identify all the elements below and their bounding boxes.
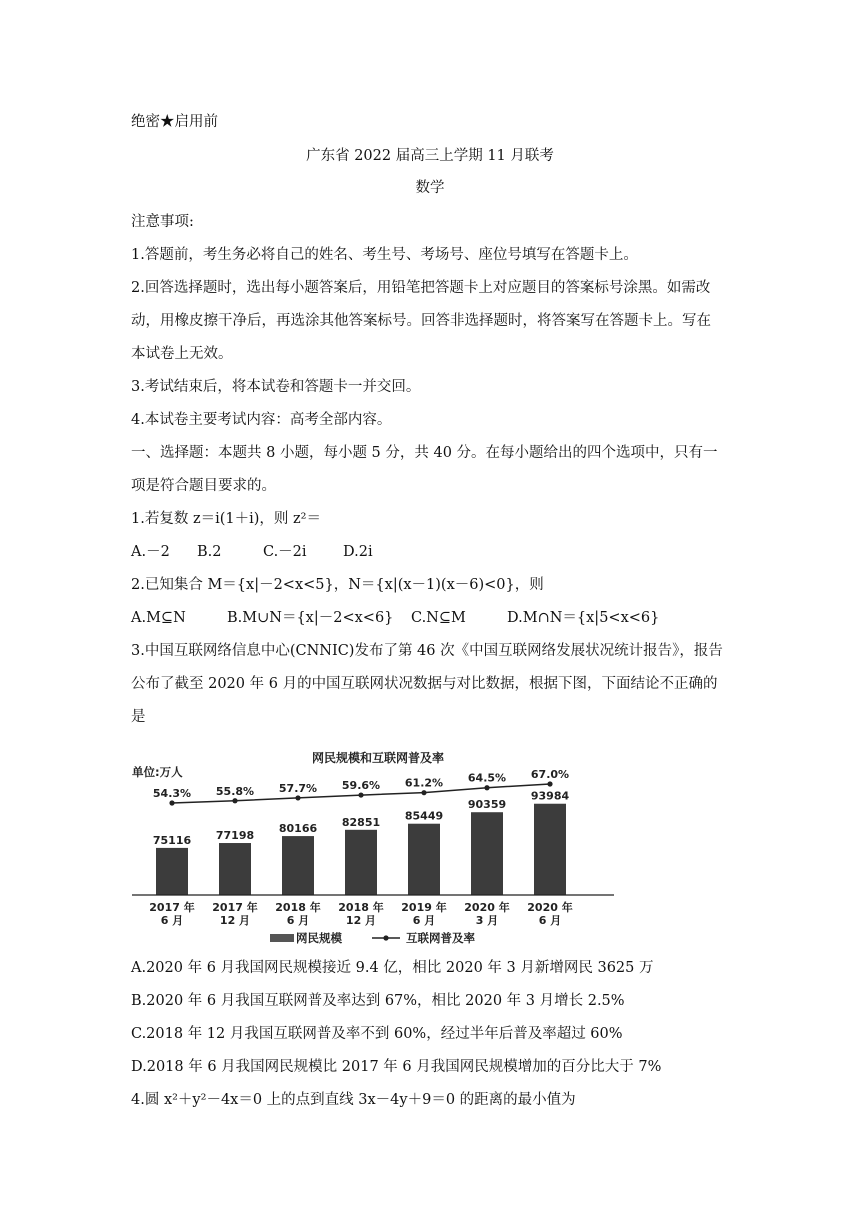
question-3-option-d: D.2018 年 6 月我国网民规模比 2017 年 6 月我国网民规模增加的百分比大于 7% bbox=[131, 1059, 662, 1075]
x-tick-label: 2020 年 bbox=[464, 901, 510, 914]
x-tick-label: 2019 年 bbox=[401, 901, 447, 914]
rate-value-label: 67.0% bbox=[530, 768, 570, 781]
note-line: 3.考试结束后，将本试卷和答题卡一并交回。 bbox=[131, 379, 421, 395]
rate-value-label: 54.3% bbox=[152, 787, 192, 800]
x-tick-label: 6 月 bbox=[538, 914, 562, 927]
bar bbox=[282, 836, 314, 895]
bar bbox=[534, 804, 566, 895]
rate-point bbox=[232, 798, 237, 803]
legend-line-label: 互联网普及率 bbox=[406, 931, 475, 945]
bar-value-label: 75116 bbox=[152, 833, 192, 847]
question-4-stem: 4.圆 x²＋y²－4x＝0 上的点到直线 3x－4y＋9＝0 的距离的最小值为 bbox=[131, 1092, 576, 1108]
bar bbox=[471, 812, 503, 895]
option-c: C.－2i bbox=[263, 544, 307, 560]
x-tick-label: 2020 年 bbox=[527, 901, 573, 914]
rate-point bbox=[169, 800, 174, 805]
rate-point bbox=[295, 795, 300, 800]
note-line: 2.回答选择题时，选出每小题答案后，用铅笔把答题卡上对应题目的答案标号涂黑。如需改 bbox=[131, 280, 711, 296]
question-1-options bbox=[131, 542, 373, 562]
bar bbox=[408, 824, 440, 895]
question-3-stem: 是 bbox=[131, 709, 146, 725]
section-instructions: 一、选择题：本题共 8 小题，每小题 5 分，共 40 分。在每小题给出的四个选项中，只有一 bbox=[131, 445, 718, 461]
bar bbox=[156, 848, 188, 895]
legend-bar-swatch bbox=[270, 934, 294, 942]
bar-value-label: 80166 bbox=[278, 822, 318, 836]
note-line: 动，用橡皮擦干净后，再选涂其他答案标号。回答非选择题时，将答案写在答题卡上。写在 bbox=[131, 313, 711, 329]
option-b: B.M∪N＝{x|－2<x<6} bbox=[227, 610, 394, 626]
x-tick-label: 6 月 bbox=[160, 914, 184, 927]
x-tick-label: 12 月 bbox=[219, 914, 251, 927]
x-tick-label: 6 月 bbox=[412, 914, 436, 927]
bar bbox=[219, 843, 251, 895]
question-1-stem: 1.若复数 z＝i(1＋i)，则 z²＝ bbox=[131, 511, 321, 527]
question-3-stem: 3.中国互联网络信息中心(CNNIC)发布了第 46 次《中国互联网络发展状况统计报告》，报告 bbox=[131, 643, 723, 659]
x-tick-label: 2017 年 bbox=[212, 901, 258, 914]
bar-value-label: 82851 bbox=[341, 815, 381, 829]
rate-value-label: 61.2% bbox=[404, 776, 444, 790]
question-3-option-b: B.2020 年 6 月我国互联网普及率达到 67%，相比 2020 年 3 月增长 2.5% bbox=[131, 993, 625, 1009]
option-d: D.M∩N＝{x|5<x<6} bbox=[507, 610, 660, 626]
legend-bar-label: 网民规模 bbox=[296, 931, 342, 945]
rate-point bbox=[421, 790, 426, 795]
rate-value-label: 55.8% bbox=[215, 784, 255, 798]
bar-value-label: 77198 bbox=[215, 829, 255, 843]
bar-value-label: 85449 bbox=[404, 809, 444, 823]
bar bbox=[345, 830, 377, 895]
rate-point bbox=[484, 785, 489, 790]
bar-value-label: 93984 bbox=[530, 789, 570, 803]
option-c: C.N⊆M bbox=[411, 610, 466, 626]
chart-unit-label: 单位:万人 bbox=[132, 765, 183, 779]
question-3-stem: 公布了截至 2020 年 6 月的中国互联网状况数据与对比数据，根据下图，下面结论不正确的 bbox=[131, 676, 718, 692]
rate-point bbox=[547, 781, 552, 786]
x-tick-label: 2017 年 bbox=[149, 901, 195, 914]
x-tick-label: 2018 年 bbox=[275, 901, 321, 914]
section-instructions: 项是符合题目要求的。 bbox=[131, 478, 276, 494]
notes-heading: 注意事项: bbox=[131, 214, 194, 230]
chart-title: 网民规模和互联网普及率 bbox=[311, 751, 445, 765]
internet-users-chart bbox=[128, 748, 618, 954]
question-2-stem: 2.已知集合 M＝{x|－2<x<5}，N＝{x|(x－1)(x－6)<0}，则 bbox=[131, 577, 544, 593]
rate-value-label: 59.6% bbox=[341, 779, 381, 793]
x-tick-label: 12 月 bbox=[345, 914, 377, 927]
bar-value-label: 90359 bbox=[467, 798, 507, 812]
legend-line-marker bbox=[383, 935, 388, 940]
x-tick-label: 6 月 bbox=[286, 914, 310, 927]
option-a: A.－2 bbox=[131, 544, 170, 560]
confidential-mark: 绝密★启用前 bbox=[131, 114, 218, 130]
question-2-options bbox=[131, 608, 659, 628]
rate-value-label: 64.5% bbox=[467, 771, 507, 785]
option-d: D.2i bbox=[343, 544, 373, 560]
note-line: 1.答题前，考生务必将自己的姓名、考生号、考场号、座位号填写在答题卡上。 bbox=[131, 247, 638, 263]
note-line: 4.本试卷主要考试内容：高考全部内容。 bbox=[131, 412, 392, 428]
x-tick-label: 2018 年 bbox=[338, 901, 384, 914]
question-3-option-a: A.2020 年 6 月我国网民规模接近 9.4 亿，相比 2020 年 3 月新增网民 3625 万 bbox=[131, 960, 654, 976]
question-3-option-c: C.2018 年 12 月我国互联网普及率不到 60%，经过半年后普及率超过 60% bbox=[131, 1026, 623, 1042]
x-tick-label: 3 月 bbox=[475, 914, 499, 927]
rate-value-label: 57.7% bbox=[278, 781, 318, 795]
exam-title: 广东省 2022 届高三上学期 11 月联考 bbox=[306, 148, 554, 164]
option-b: B.2 bbox=[197, 544, 222, 560]
rate-point bbox=[358, 792, 363, 797]
subject-title: 数学 bbox=[415, 180, 445, 196]
option-a: A.M⊆N bbox=[131, 610, 186, 626]
note-line: 本试卷上无效。 bbox=[131, 346, 233, 362]
